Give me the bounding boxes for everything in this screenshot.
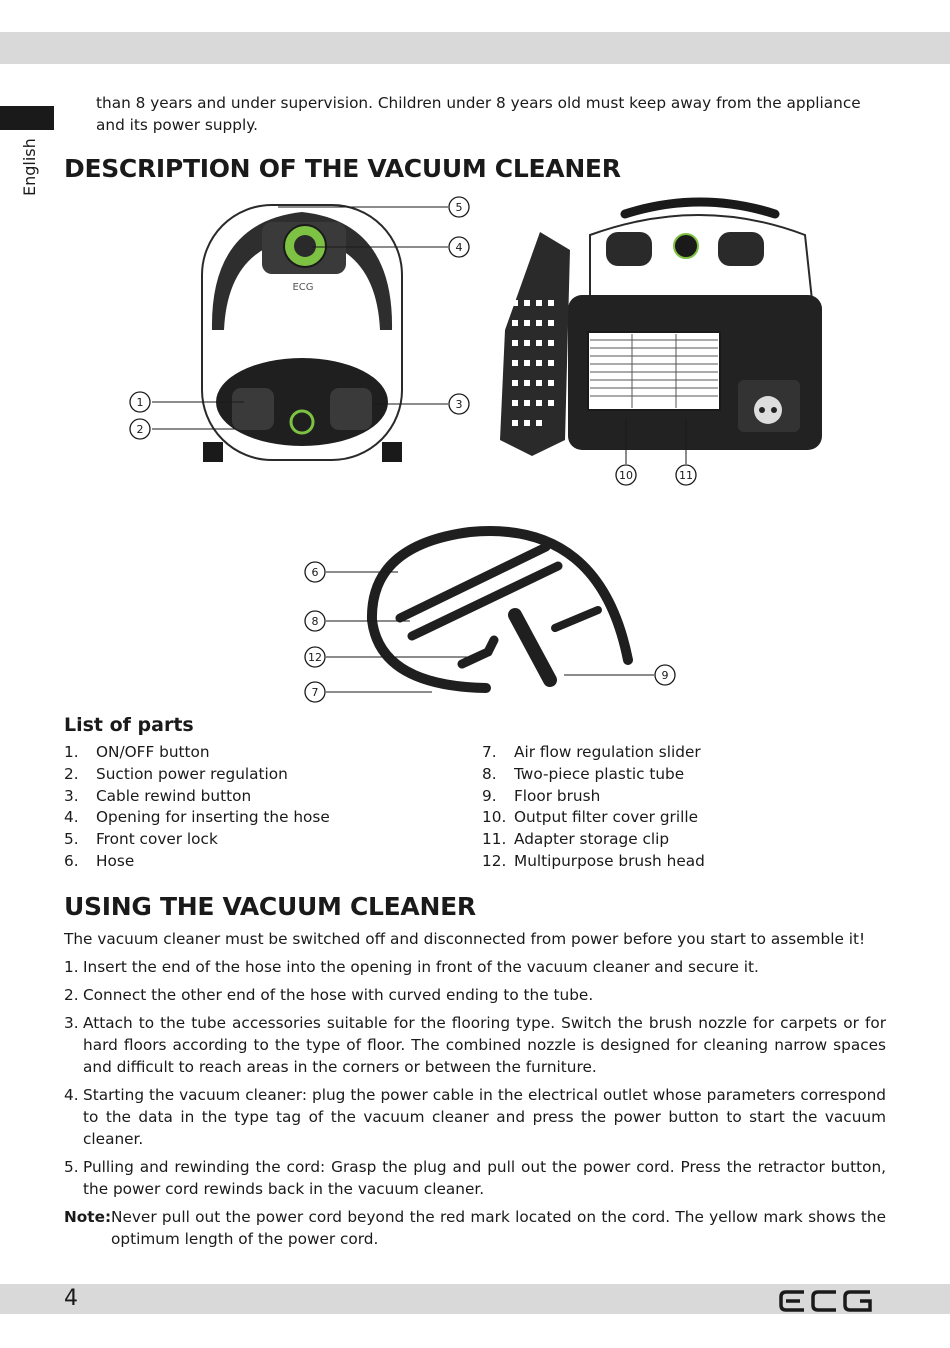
callout-2 [130, 419, 150, 439]
usage-instructions [64, 928, 886, 1250]
callout-3 [449, 394, 469, 414]
list-item: 4. Opening for inserting the hose [64, 808, 330, 827]
section-title-using: USING THE VACUUM CLEANER [64, 892, 476, 921]
callout-9 [655, 665, 675, 685]
callout-12 [305, 647, 325, 667]
svg-text:1: 1 [136, 396, 144, 409]
svg-text:7: 7 [311, 686, 319, 699]
parts-list-title: List of parts [64, 714, 194, 736]
parts-list-right [482, 742, 705, 873]
list-item: 12. Multipurpose brush head [482, 851, 705, 870]
svg-text:ECG: ECG [292, 282, 314, 293]
intro-paragraph: than 8 years and under supervision. Children under 8 years old must keep away from the appliance and its power supply. [96, 94, 861, 134]
callout-6 [305, 562, 325, 582]
svg-text:11: 11 [679, 469, 693, 482]
list-item: 9. Floor brush [482, 786, 601, 805]
usage-intro: The vacuum cleaner must be switched off and disconnected from power before you start to assemble it! [64, 930, 866, 948]
svg-text:6: 6 [311, 566, 319, 579]
list-item: 10. Output filter cover grille [482, 808, 698, 827]
note: Note: Never pull out the power cord beyond the red mark located on the cord. The yellow mark shows the optimum length of the power cord. [64, 1208, 886, 1248]
callout-5 [449, 197, 469, 217]
list-item: 7. Air flow regulation slider [482, 743, 701, 761]
svg-text:4: 4 [455, 241, 463, 254]
instruction-step: 1. Insert the end of the hose into the opening in front of the vacuum cleaner and secure it. [64, 958, 759, 976]
svg-text:3: 3 [455, 398, 463, 411]
callout-7 [305, 682, 325, 702]
list-item: 3. Cable rewind button [64, 786, 252, 805]
list-item: 11. Adapter storage clip [482, 830, 670, 849]
list-item: 5. Front cover lock [64, 830, 218, 849]
callout-11 [676, 465, 696, 485]
vacuum-rear-view-image [500, 202, 822, 456]
svg-text:9: 9 [661, 669, 669, 682]
instruction-step: 3. Attach to the tube accessories suitable for the flooring type. Switch the brush nozzle for carpets or for hard floors according to the type of floor. The combined nozzle is designed for cleaning narrow spaces and difficult to reach areas in the corners or between the furniture. [64, 1014, 886, 1076]
list-item: 2. Suction power regulation [64, 764, 288, 783]
ecg-logo [778, 1289, 874, 1313]
callout-4 [449, 237, 469, 257]
instruction-step: 4. Starting the vacuum cleaner: plug the power cable in the electrical outlet whose parameters correspond to the data in the type tag of the vacuum cleaner and press the power button to start the vacuum cleaner. [64, 1086, 886, 1148]
section-title-description: DESCRIPTION OF THE VACUUM CLEANER [64, 154, 621, 183]
vacuum-front-view-image [202, 205, 402, 462]
page-number: 4 [64, 1286, 78, 1311]
svg-text:2: 2 [136, 423, 144, 436]
callout-8 [305, 611, 325, 631]
callout-1 [130, 392, 150, 412]
svg-text:8: 8 [311, 615, 319, 628]
svg-text:5: 5 [455, 201, 463, 214]
list-item: 8. Two-piece plastic tube [482, 764, 685, 783]
list-item: 6. Hose [64, 851, 135, 870]
list-item: 1. ON/OFF button [64, 743, 210, 761]
language-tab-label: English [20, 138, 39, 196]
parts-list-left [64, 742, 330, 873]
instruction-step: 2. Connect the other end of the hose with curved ending to the tube. [64, 986, 594, 1004]
callout-10 [616, 465, 636, 485]
svg-text:12: 12 [308, 651, 322, 664]
vacuum-accessories-image [372, 531, 628, 688]
svg-text:10: 10 [619, 469, 633, 482]
instruction-step: 5. Pulling and rewinding the cord: Grasp the plug and pull out the power cord. Press the retractor button, the power cord rewinds back in the vacuum cleaner. [64, 1158, 886, 1198]
